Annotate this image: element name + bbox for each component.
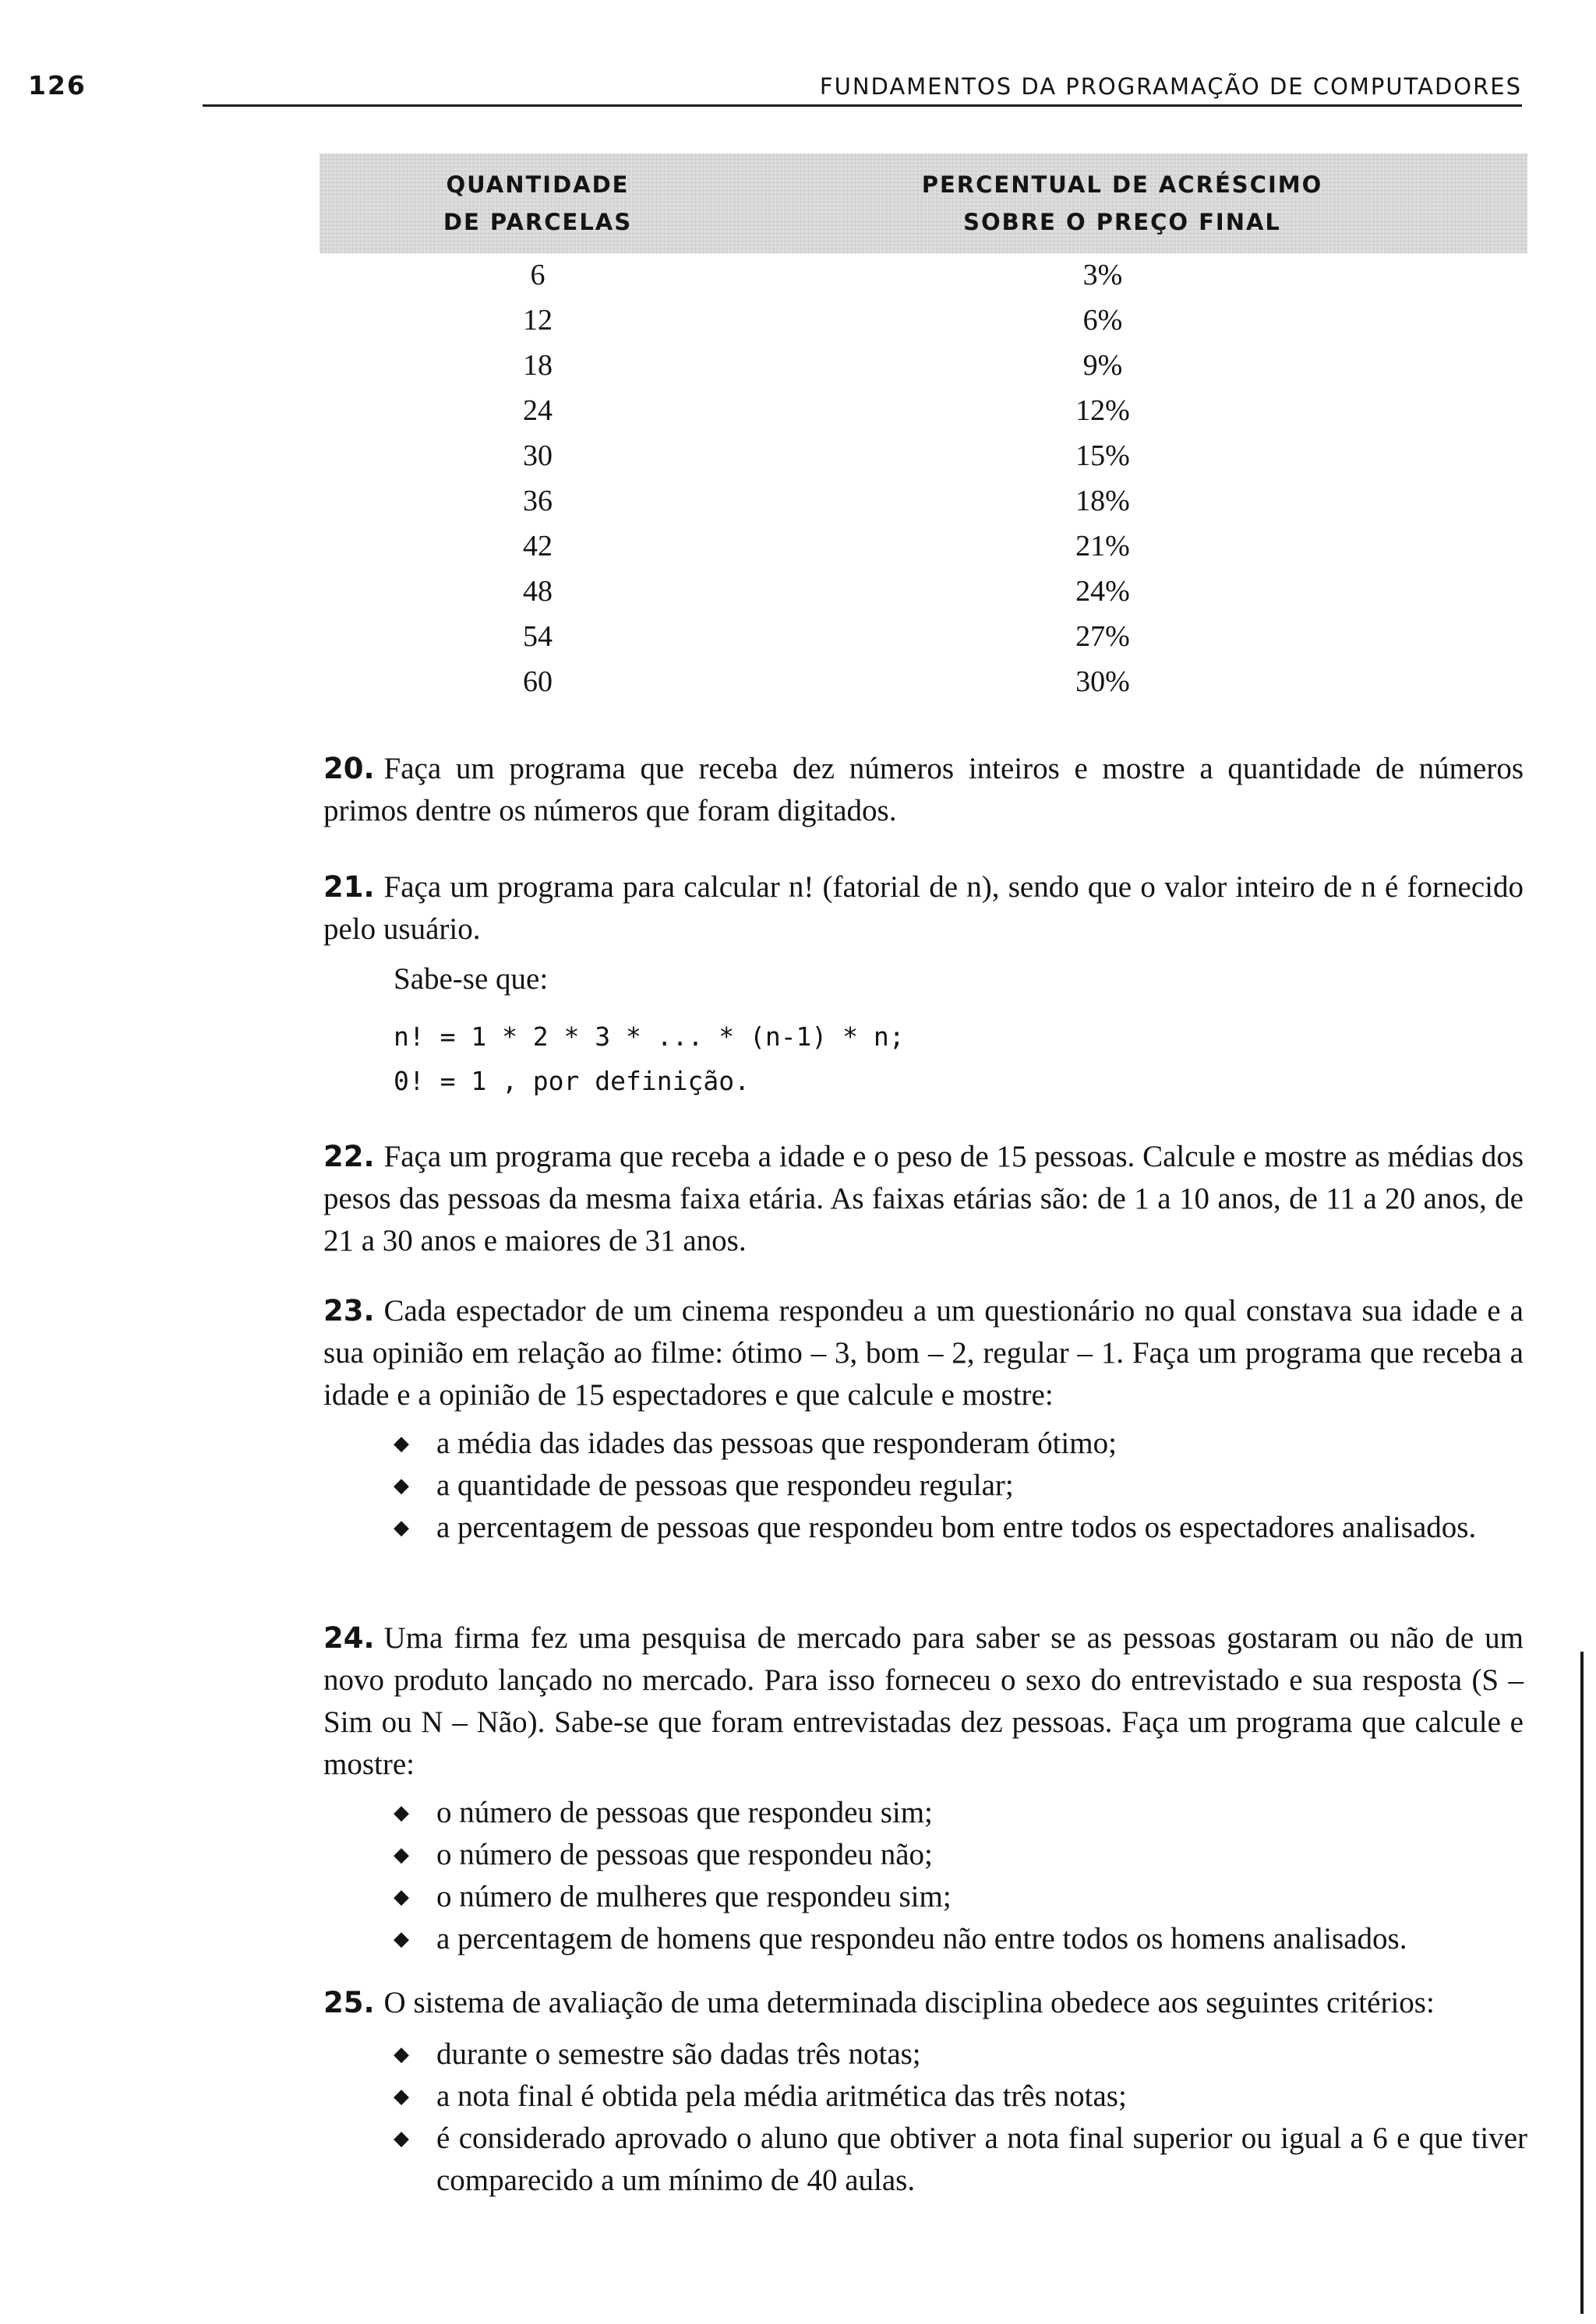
scan-edge-mark	[1580, 1652, 1584, 2314]
table-body	[320, 253, 1527, 705]
exercise-text: Cada espectador de um cinema respondeu a um questionário no qual constava sua idade e a sua opinião em relação ao filme: ótimo – 3, bom – 2, regular – 1. Faça um programa que receba a idade e a opinião de 15 espectadores e que calcule e mostre:	[323, 1294, 1524, 1412]
page-number: 126	[28, 70, 87, 101]
list-item	[394, 1465, 1527, 1507]
exercise-24	[323, 1617, 1524, 1786]
installments-table	[320, 153, 1527, 705]
list-item	[394, 2033, 1527, 2075]
exercise-21	[323, 866, 1524, 950]
list-item	[394, 1834, 1527, 1876]
exercise-24-bullets	[394, 1792, 1527, 1960]
list-item-text: a percentagem de homens que respondeu não entre todos os homens analisados.	[436, 1922, 1407, 1955]
list-item-text: a média das idades das pessoas que responderam ótimo;	[436, 1426, 1117, 1460]
table-row	[320, 298, 1527, 344]
exercise-text: Faça um programa que receba dez números inteiros e mostre a quantidade de números primos dentre os números que foram digitados.	[323, 752, 1524, 827]
diamond-bullet-icon: ◆	[394, 2127, 409, 2149]
table-row	[320, 253, 1527, 298]
list-item	[394, 1507, 1527, 1549]
list-item-text: o número de pessoas que respondeu sim;	[436, 1796, 933, 1829]
diamond-bullet-icon: ◆	[394, 1927, 409, 1950]
cell-parcelas: 48	[523, 575, 553, 608]
exercise-25-bullets	[394, 2033, 1527, 2202]
cell-percentual: 18%	[1075, 485, 1130, 517]
diamond-bullet-icon: ◆	[394, 1474, 409, 1497]
exercise-text: O sistema de avaliação de uma determinada disciplina obedece aos seguintes critérios:	[383, 1986, 1435, 2019]
exercise-23	[323, 1290, 1524, 1416]
list-item	[394, 2118, 1527, 2202]
header-rule	[203, 104, 1522, 107]
cell-parcelas: 24	[523, 394, 553, 427]
table-row	[320, 570, 1527, 615]
table-row	[320, 434, 1527, 479]
exercise-23-bullets	[394, 1423, 1527, 1549]
exercise-number: 22.	[323, 1140, 375, 1173]
code-block	[394, 1014, 905, 1103]
cell-percentual: 30%	[1075, 665, 1130, 698]
exercise-number: 25.	[323, 1986, 375, 2019]
list-item	[394, 1918, 1527, 1960]
exercise-text: Faça um programa para calcular n! (fatorial de n), sendo que o valor inteiro de n é fornecido pelo usuário.	[323, 870, 1524, 946]
table-row	[320, 344, 1527, 389]
cell-percentual: 27%	[1075, 620, 1130, 653]
list-item	[394, 1423, 1527, 1465]
cell-percentual: 12%	[1075, 394, 1130, 427]
cell-parcelas: 36	[523, 485, 553, 517]
list-item	[394, 1792, 1527, 1834]
list-item-text: a percentagem de pessoas que respondeu bom entre todos os espectadores analisados.	[436, 1511, 1477, 1544]
cell-parcelas: 12	[523, 304, 553, 337]
list-item-text: a nota final é obtida pela média aritmética das três notas;	[436, 2079, 1127, 2113]
exercise-text: Uma firma fez uma pesquisa de mercado para saber se as pessoas gostaram ou não de um novo produto lançado no mercado. Para isso forneceu o sexo do entrevistado e sua resposta (S – Sim ou N – Não). Sabe-se que foram entrevistadas dez pessoas. Faça um programa que calcule e mostre:	[323, 1621, 1524, 1781]
col-header-percentual	[865, 166, 1379, 241]
exercise-25	[323, 1982, 1524, 2024]
col-header-percentual-line2: SOBRE O PREÇO FINAL	[963, 209, 1281, 235]
col-header-parcelas	[397, 166, 678, 241]
table-row	[320, 660, 1527, 705]
cell-percentual: 15%	[1075, 439, 1130, 472]
exercise-number: 24.	[323, 1621, 375, 1655]
list-item-text: o número de pessoas que respondeu não;	[436, 1838, 933, 1871]
running-header-title: FUNDAMENTOS DA PROGRAMAÇÃO DE COMPUTADORES	[819, 73, 1522, 100]
cell-percentual: 3%	[1082, 259, 1123, 291]
cell-percentual: 6%	[1082, 304, 1123, 337]
cell-parcelas: 30	[523, 439, 553, 472]
col-header-percentual-line1: PERCENTUAL DE ACRÉSCIMO	[921, 171, 1323, 198]
list-item-text: durante o semestre são dadas três notas;	[436, 2037, 921, 2071]
list-item	[394, 2075, 1527, 2118]
exercise-22	[323, 1136, 1524, 1262]
cell-parcelas: 6	[530, 259, 546, 291]
exercise-20	[323, 748, 1524, 832]
cell-parcelas: 18	[523, 349, 553, 382]
cell-percentual: 24%	[1075, 575, 1130, 608]
exercise-number: 23.	[323, 1294, 375, 1328]
diamond-bullet-icon: ◆	[394, 2085, 409, 2107]
table-row	[320, 615, 1527, 660]
diamond-bullet-icon: ◆	[394, 1801, 409, 1824]
table-row	[320, 479, 1527, 524]
col-header-parcelas-line1: QUANTIDADE	[446, 171, 630, 198]
exercise-text: Faça um programa que receba a idade e o peso de 15 pessoas. Calcule e mostre as médias dos pesos das pessoas da mesma faixa etária. As faixas etárias são: de 1 a 10 anos, de 11 a 20 anos, de 21 a 30 anos e maiores de 31 anos.	[323, 1140, 1524, 1257]
exercise-number: 20.	[323, 752, 375, 785]
list-item	[394, 1876, 1527, 1918]
diamond-bullet-icon: ◆	[394, 1432, 409, 1455]
diamond-bullet-icon: ◆	[394, 1843, 409, 1866]
cell-parcelas: 42	[523, 530, 553, 562]
diamond-bullet-icon: ◆	[394, 1885, 409, 1908]
code-line: n! = 1 * 2 * 3 * ... * (n-1) * n;	[394, 1021, 905, 1052]
code-line: 0! = 1 , por definição.	[394, 1066, 750, 1096]
cell-percentual: 9%	[1082, 349, 1123, 382]
diamond-bullet-icon: ◆	[394, 2043, 409, 2065]
diamond-bullet-icon: ◆	[394, 1516, 409, 1539]
list-item-text: é considerado aprovado o aluno que obtiver a nota final superior ou igual a 6 e que tiver comparecido a um mínimo de 40 aulas.	[436, 2121, 1527, 2197]
list-item-text: o número de mulheres que respondeu sim;	[436, 1880, 952, 1913]
col-header-parcelas-line2: DE PARCELAS	[443, 209, 633, 235]
cell-parcelas: 60	[523, 665, 553, 698]
table-row	[320, 389, 1527, 434]
cell-percentual: 21%	[1075, 530, 1130, 562]
exercise-21-subtext: Sabe-se que:	[394, 962, 549, 996]
exercise-number: 21.	[323, 870, 375, 904]
list-item-text: a quantidade de pessoas que respondeu regular;	[436, 1469, 1014, 1502]
cell-parcelas: 54	[523, 620, 553, 653]
table-header	[320, 153, 1527, 253]
table-row	[320, 524, 1527, 570]
